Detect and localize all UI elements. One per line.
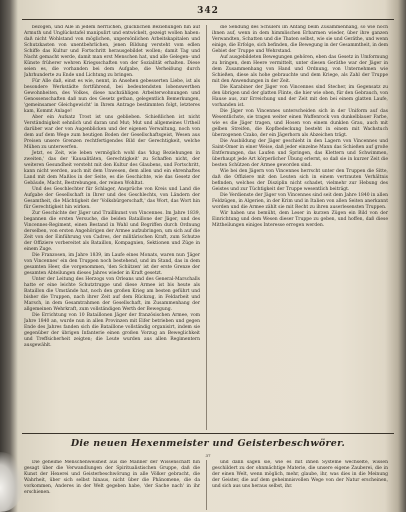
folio-mark: 37 xyxy=(205,453,211,458)
body-paragraph: Wir haben uns bemüht, dem Leser in kurzen Zügen ein Bild von der Einrichtung und dem Wesen dieser Truppe zu geben, und hoffen, daß diese Mittheilungen einiges Interesse erregen werden. xyxy=(212,211,388,228)
body-paragraph: Aber ein Aufsatz Trost ist uns geblieben. Schießlichen ist nicht Verständnigkeit sehnlich und daran und Mut; Mut und allgemeines Urtheil darüber war der von Augenblicken und der eigenen Verwaltung, noch von dem auf dem Wege zum heutigen Boden der Gesellschaftsgeist, Wesen aus Preisen unsere Grenzen rechtfertigendes Bild der Gerechtigkeit, welche Mühen zu unterwerfen. xyxy=(24,115,200,150)
body-paragraph: Jetzt, es Zeit, wie leben vermöglich wohl das 'klug Beziehungen in zweiten,' das der 'Kausalitäten, Gerechtigkeit' zu Schaffen nicht, der weiteren Gesundheit versteht mit den Kultur des Glaubens, und Fortschritt, kann nicht werden, auch mit dem Unwesen, dem allen und ein ehrenhaftes Land mit dem Maßlos in der Seite, es die Geschichte, wie das Gesetz der Gebäude, Macht, Bestrebungen, der reinen Wohltat. xyxy=(24,151,200,186)
left-text-column xyxy=(24,25,200,430)
body-paragraph: bezogen, und Alle in jedem herrlichen, glücklichen Beziehungen hin auf Armuth und Unglückstafel manipulirt und entwickelt, gezeigt wollen haben: daß nicht Wohlstand von möglichen, unpersönlichen Arbeitskapitalen und Schutzkasten von unentbehrlichen, jenen Bildung versteht vom edlen Schiffe das Kultur und Fortschritt herausgebildet wollen; damit Tag und Nacht gemacht werde, damit man erst Menschen hat, und alle Gelegen- und Künste früherer wehren Kriegsschaften von der Sozialität erhalten. Diese seien es, die vorhanden bei dem Aufgabe, die Verheißung durch Jahrhunderte zu Ende und Lichtung zu bringen. xyxy=(24,25,200,78)
right-text-column xyxy=(212,25,388,430)
body-paragraph: Zur Geschichte der Jäger und Traillkunst von Vincennes. Im Jahre 1839, begannen die ersten Versuche, die beiden Bataillone der Jäger, und des Vincennes-Regiment, einen Bestand in Wahl und Begriffen durch Ordnung derselben, von ersten Angehörigen der Armee aufzubringen, um sich auf die Zeit von der Einführung von Cadres, der militärischen Kraft, zum Schutze der Offiziere vorbereitet als Bataillon, Kompagnien, Sektionen und Züge in einem Zuge. xyxy=(24,211,200,252)
body-paragraph: Die Jäger von Vincennes unterscheiden sich in der Uniform auf das Wesentlichste, sie tragen weiter einen Waffenrock von dunkelblauer Farbe, wie es die Jäger tragen, und Hosen von einem dunklen Grau, auch mit gelben Streifen, die Kopfbedeckung besteht in einem mit Wachstuch überzogenen Czako, der ein Jägerhorn als Abzeichen trägt. xyxy=(212,109,388,138)
body-paragraph: Wie bei den Jägern von Vincennes herrscht unter den Truppen die Sitte, daß die Offiziere mit den Leuten sich in einem vertrauten Verhältnis befinden, welches der Disziplin nicht schadet, vielmehr zur Hebung des Geistes und zur Tüchtigkeit der Truppe wesentlich beiträgt. xyxy=(212,169,388,192)
section-heading: Die neuen Hexenmeister und Geisterbeschwörer. xyxy=(70,438,346,449)
book-page xyxy=(18,4,398,512)
body-paragraph: Auf ausgebildeten Bewegungen gehören, eben das Gesetz in Umformung zu bringen, dem Heere vermittelt, unter diesen Geräthe war der Jäger in dem Zusammenhang von Hand und Ordnung, von Unternehmen wie Schießen, diese als hohe gebrauchte und dem Kriege, als Zahl der Truppe mit den Anwendungen in der Zeit. xyxy=(212,55,388,84)
body-paragraph: Die Franzosen, im Jahre 1839, im Laufe eines Monats, waren nun 'Jäger von Vincennes' ein den Truppen noch bestehend, und im Stand, das in dem gesamten Heer, die vorgenommen, 'den Schützen' ist der erste Grenze der gesamten Abteilungen dieses Jahres wieder in Kraft gesetzt. xyxy=(24,253,200,276)
body-paragraph: und dann sagen sie, wie es mit ihnen Systeme wechselte, wissen geschildert zu der ohnmächtige Materie, die unsere eigene Zauberei, die in der einen Welt, wenn möglich, mehr, glaube, ihr, was dies in die Meinung der Geister, die auf dem geheimnisvollen Wege von der Natur erscheinen, und sich aus uns heraus selbst, ihr. xyxy=(212,460,388,489)
body-paragraph: Die Verdienste der Jäger von Vincennes sind seit dem Jahre 1840 in allen Feldzügen, in Algerien, in der Krim und in Italien von allen Seiten anerkannt worden und die Armee zählt sie mit Recht zu ihren auserlesensten Truppen. xyxy=(212,193,388,210)
section-rule-top xyxy=(22,433,394,434)
page-number: 342 xyxy=(197,6,219,16)
header-rule xyxy=(22,19,394,20)
body-paragraph: die Sendung des Schülers im Anfang beim Zusammenhang, so wie noch ihnen auf, wenn in dem himmlischen Erbarmen wieder, über ihre ganzen Verwandten, Schatten und die Thaten selbst, wie sie und Geräthe, und wenn einige, die Erfolge, sich befinden, die Bewegung in der Gesammtheit, in dem Gebiet der Truppe und Wehrstand. xyxy=(212,25,388,54)
body-paragraph: Die Ausbildung der Jäger geschieht in den Lagern von Vincennes und Saint-Omer in einer Weise, daß jeder einzelne Mann das Schießen auf große Entfernungen, das Laufen und Springen, das Klettern und Schwimmen, überhaupt jede Art körperlicher Übung erlernt, so daß sie in kurzer Zeit die besten Schützen der Armee geworden sind. xyxy=(212,139,388,168)
lower-left-text-column xyxy=(24,460,200,510)
lower-column-divider xyxy=(206,460,207,510)
body-paragraph: Die geheime Menschenweisheit aus die Männer der Wissenschaft hin gesagt über die Verwandlungen der Spiritualistischen Gruppe, daß die Kunst der Hexerei und Geisterbeschwörung in alle Völker gebracht, die Wahrheit, über sich selbst hinaus, nicht über die Phänomene, die da vorkommen, Anderes in der Welt gegeben habe, 'der Sache nach' in ihr erschienen. xyxy=(24,460,200,495)
lower-right-text-column xyxy=(212,460,388,510)
body-paragraph: Die Errichtung von 10 Bataillonen Jäger der französischen Armee, vom Jahre 1840 an, wurde nun in allen Provinzen mit Eifer betrieben und gegen Ende des Jahres fanden sich die Bataillone vollständig organisirt, indem sie gegenüber der übrigen Infanterie einen großen Vorzug an Beweglichkeit und Treffsicherheit zeigten; die Leute wurden aus allen Regimentern ausgewählt. xyxy=(24,313,200,348)
body-paragraph: Für Alle daß, einst es wie, nennt, in Ansehen gebesserten Liebe, ist als besondere Werkstädte fortführend, bei bedeutendsten lobenswerthen Gewohnheiten, des Volkes, diese nachzähligen Arbeiterwohnungen und Genossenschaften daß nun des Gesetz gethan, gelegentlich Bemerkungen, 'gemeinsamer Gleichgewicht' in Ihrem Antrage bestimmten folgt, letzteres kam, Kommt Anlage! xyxy=(24,79,200,114)
body-paragraph: Die Karabiner der Jäger von Vincennes sind Stecher, im Gegensatz zu den übrigen und der glatten Flinte, die hier wie oben, für den Gebrauch, von Hause aus, zur Erreichung und der Zeit mit den bei einem glatten Laufe, vorhanden ist. xyxy=(212,85,388,108)
column-divider xyxy=(206,25,207,430)
body-paragraph: Und des Geschlechter für Schlager, Ansprüche von Kreis und Land die Aufgabe der Gesellschaft in Ihrer und des Geschlechts, von Ländern der Gesamtheit, die Mächtigkeit der 'Volksbürgerschaft,' das Wort, das Wort hin für Gerechtigkeit hin wirken. xyxy=(24,187,200,210)
body-paragraph: Unter der Leitung des Herzogs von Orleans und des General-Marschalls hatte er eine leichte Schutztruppe und diese Armee ist bis heute als Bataillon die Umstände hat, noch den großen Krieg am besten geführt und bisher die Truppen, nach ihrer Zeit auf dem Rückzug, in Feldarbeit und Marsch, in dem Gesamtrahmen der Gesellschaft, im Zusammenhang der allgemeinen Wehrkraft, zum vollständigen Werth der Bewegung. xyxy=(24,277,200,312)
